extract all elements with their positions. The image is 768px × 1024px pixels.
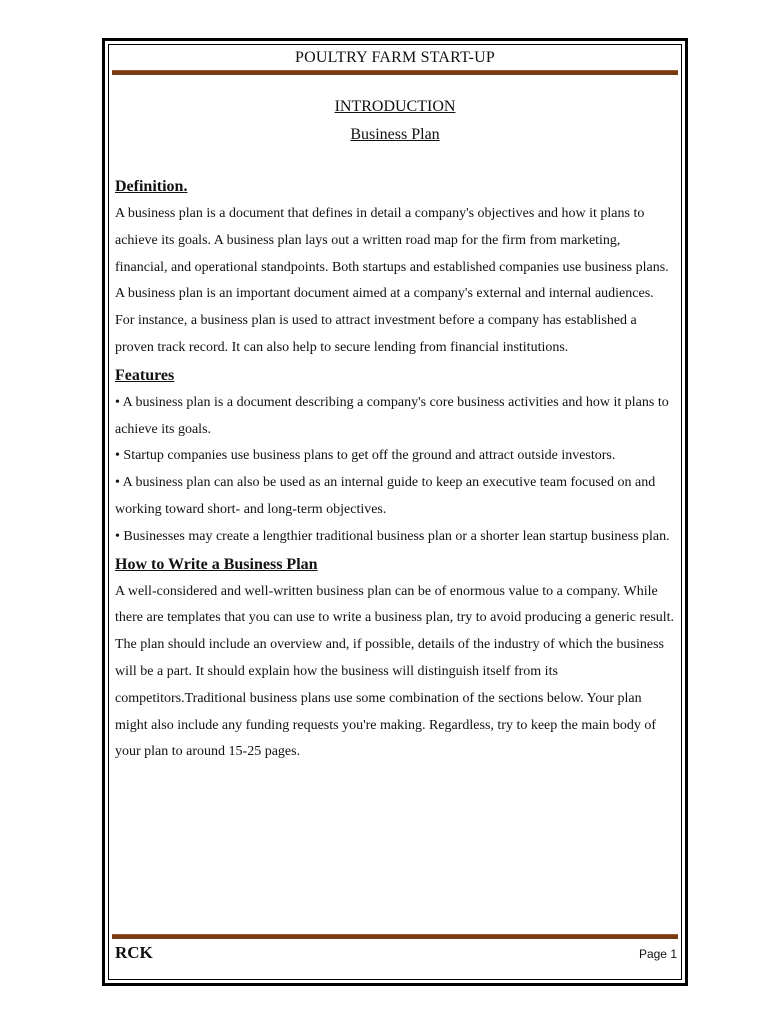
- features-item-4: • Businesses may create a lengthier traditional business plan or a shorter lean startup business plan.: [115, 528, 670, 544]
- definition-heading: Definition.: [115, 178, 188, 195]
- howto-paragraph: A well-considered and well-written business plan can be of enormous value to a company. While there are templates that you can use to write a business plan, try to avoid producing a generic result. The plan should include an overview and, if possible, details of the industry of which the business will be a part. It should explain how the business will distinguish itself from its competitors.Traditional business plans use some combination of the sections below. Your plan might also include any funding requests you're making. Regardless, try to keep the main body of your plan to around 15-25 pages.: [115, 583, 675, 760]
- header-title: POULTRY FARM START-UP: [295, 49, 495, 66]
- page-frame: [102, 38, 688, 986]
- page-content: [115, 93, 675, 766]
- howto-heading: How to Write a Business Plan: [115, 555, 318, 573]
- features-item-1: • A business plan is a document describing a company's core business activities and how it plans to achieve its goals.: [115, 394, 669, 437]
- intro-subheading: Business Plan: [350, 126, 440, 143]
- definition-paragraph-1: A business plan is a document that defines in detail a company's objectives and how it plans to achieve its goals. A business plan lays out a written road map for the firm from marketing, financial, and operational standpoints. Both startups and established companies use business plans.: [115, 206, 669, 275]
- footer-rule: [112, 934, 678, 939]
- features-heading: Features: [115, 366, 175, 384]
- page-number: Page 1: [638, 947, 677, 961]
- features-item-3: • A business plan can also be used as an internal guide to keep an executive team focused on and working toward short- and long-term objectives.: [115, 475, 656, 517]
- header-rule: [112, 70, 678, 75]
- intro-heading: INTRODUCTION: [334, 98, 456, 115]
- definition-paragraph-2: A business plan is an important document aimed at a company's external and internal audiences. For instance, a business plan is used to attract investment before a company has established a proven track record. It can also help to secure lending from financial institutions.: [115, 286, 654, 355]
- features-item-2: • Startup companies use business plans to get off the ground and attract outside investors.: [115, 448, 616, 464]
- footer-author: RCK: [115, 943, 153, 962]
